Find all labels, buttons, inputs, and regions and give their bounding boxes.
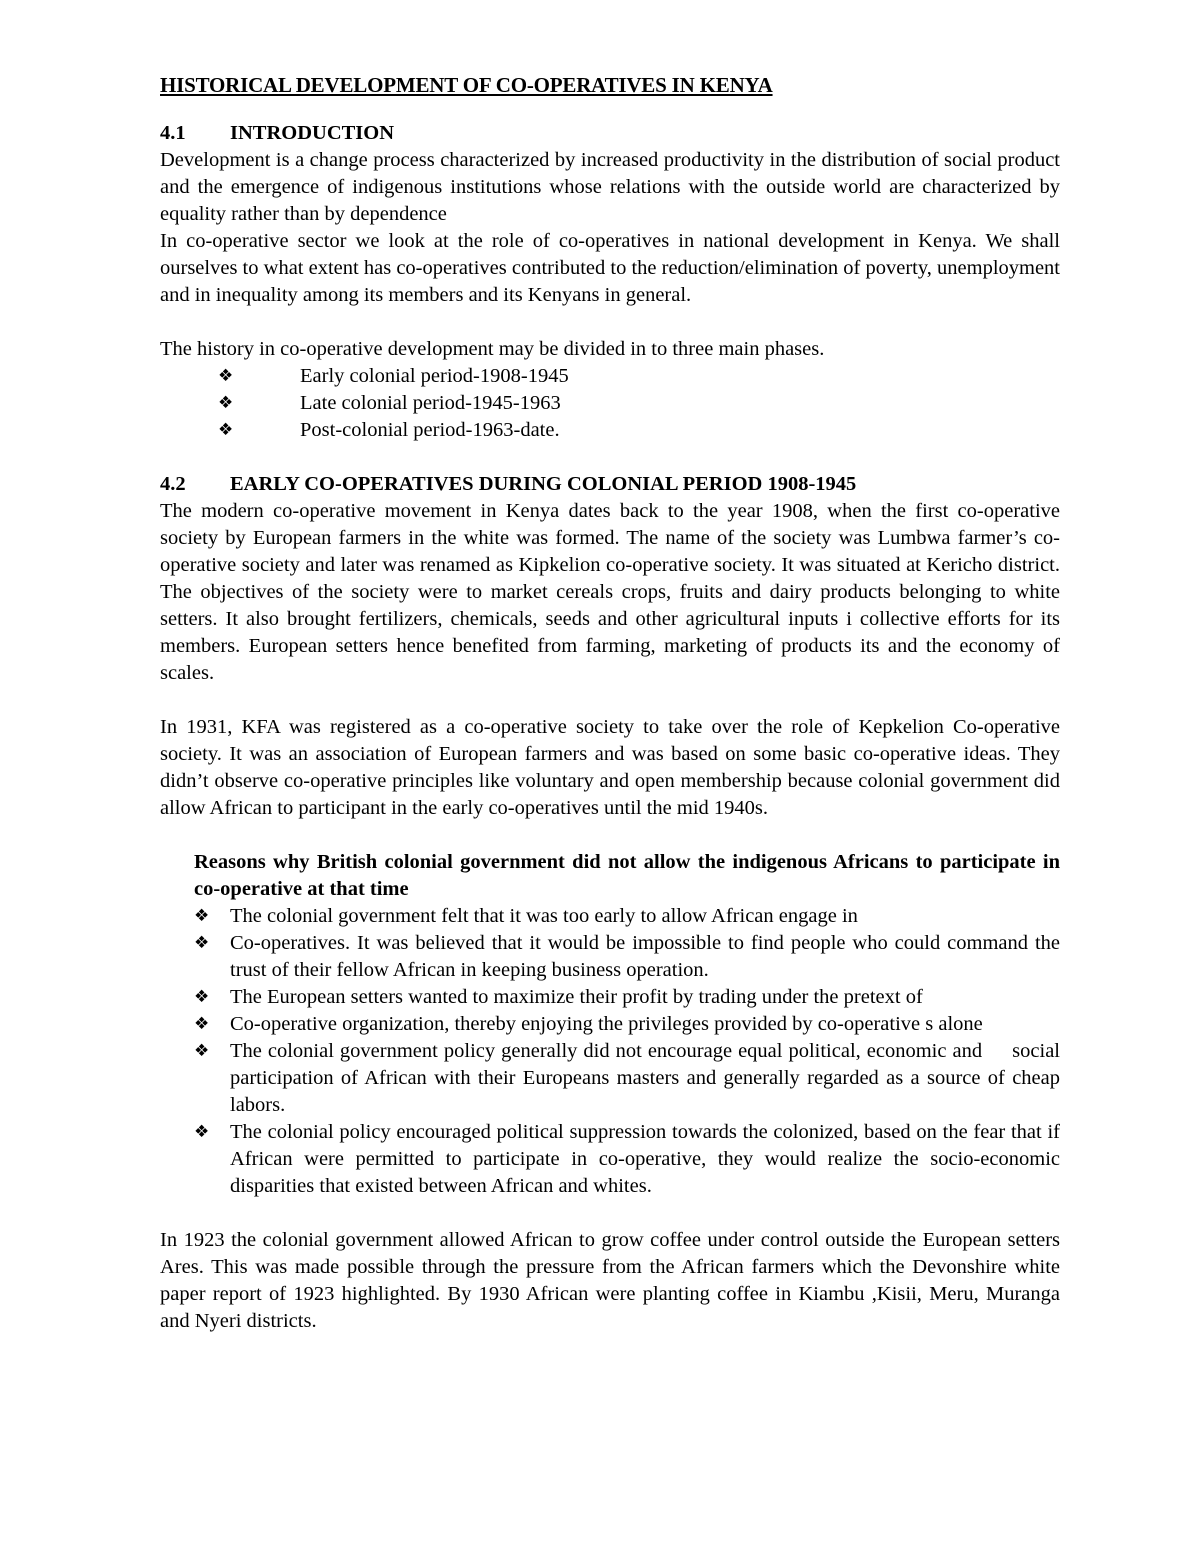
section-heading-early-cooperatives [160,471,1060,498]
list-item: ❖ Post-colonial period-1963-date. [160,417,1060,444]
intro-paragraph-1: Development is a change process characterized by increased productivity in the distribution of social product and the emergence of indigenous institutions whose relations with the outside world are characterized by equality rather than by dependence [160,149,1060,225]
coffee-paragraph: In 1923 the colonial government allowed African to grow coffee under control outside the European setters Ares. This was made possible through the pressure from the African farmers which the Devonshire white paper report of 1923 highlighted. By 1930 African were planting coffee in Kiambu ,Kisii, Meru, Muranga and Nyeri districts. [160,1229,1060,1332]
list-item: ❖ Co-operative organization, thereby enjoying the privileges provided by co-operative s alone [194,1011,1060,1038]
document-page [160,72,1066,1335]
section-number: 4.1 [160,122,186,144]
reasons-block [160,849,1066,1200]
list-item: ❖ The colonial government policy generally did not encourage equal political, economic and social participation of African with their Europeans masters and generally regarded as a source of cheap labors. [194,1038,1060,1119]
diamond-bullet-icon: ❖ [194,906,210,926]
early-paragraph-2: In 1931, KFA was registered as a co-operative society to take over the role of Kepkelion Co-operative society. It was an association of European farmers and was based on some basic co-operative ideas. They didn’t observe co-operative principles like voluntary and open membership because colonial government did allow African to participant in the early co-operatives until the mid 1940s. [160,716,1060,819]
diamond-bullet-icon: ❖ [194,987,210,1007]
phases-list [160,363,1060,444]
list-item: ❖ The colonial government felt that it was too early to allow African engage in [194,903,1060,930]
diamond-bullet-icon: ❖ [194,1014,210,1034]
diamond-bullet-icon: ❖ [218,420,234,440]
reasons-heading: Reasons why British colonial government did not allow the indigenous Africans to participate in co-operative at that time [194,851,1060,900]
list-item: ❖ The colonial policy encouraged political suppression towards the colonized, based on the fear that if African were permitted to participate in co-operative, they would realize the socio-economic disparities that existed between African and whites. [194,1119,1060,1200]
section-title: INTRODUCTION [230,122,395,144]
intro-paragraph-2: In co-operative sector we look at the role of co-operatives in national development in Kenya. We shall ourselves to what extent has co-operatives contributed to the reduction/elimination of poverty, unemployment and in inequality among its members and its Kenyans in general. [160,230,1060,306]
diamond-bullet-icon: ❖ [194,1041,210,1061]
list-item: ❖ The European setters wanted to maximize their profit by trading under the pretext of [194,984,1060,1011]
diamond-bullet-icon: ❖ [218,366,234,386]
section-title: EARLY CO-OPERATIVES DURING COLONIAL PERIOD 1908-1945 [230,473,857,495]
phases-intro: The history in co-operative development may be divided in to three main phases. [160,338,825,360]
list-item: ❖ Early colonial period-1908-1945 [160,363,1060,390]
early-paragraph-1: The modern co-operative movement in Kenya dates back to the year 1908, when the first co-operative society by European farmers in the white was formed. The name of the society was Lumbwa farmer’s co-operative society and later was renamed as Kipkelion co-operative society. It was situated at Kericho district. The objectives of the society were to market cereals crops, fruits and dairy products belonging to white setters. It also brought fertilizers, chemicals, seeds and other agricultural inputs i collective efforts for its members. European setters hence benefited from farming, marketing of products its and the economy of scales. [160,500,1060,684]
document-title: HISTORICAL DEVELOPMENT OF CO-OPERATIVES IN KENYA [160,73,773,97]
diamond-bullet-icon: ❖ [194,1122,210,1142]
diamond-bullet-icon: ❖ [218,393,234,413]
section-heading-introduction [160,120,1060,147]
list-item: ❖ Co-operatives. It was believed that it would be impossible to find people who could command the trust of their fellow African in keeping business operation. [194,930,1060,984]
reasons-list [194,903,1066,1200]
diamond-bullet-icon: ❖ [194,933,210,953]
section-number: 4.2 [160,473,186,495]
list-item: ❖ Late colonial period-1945-1963 [160,390,1060,417]
